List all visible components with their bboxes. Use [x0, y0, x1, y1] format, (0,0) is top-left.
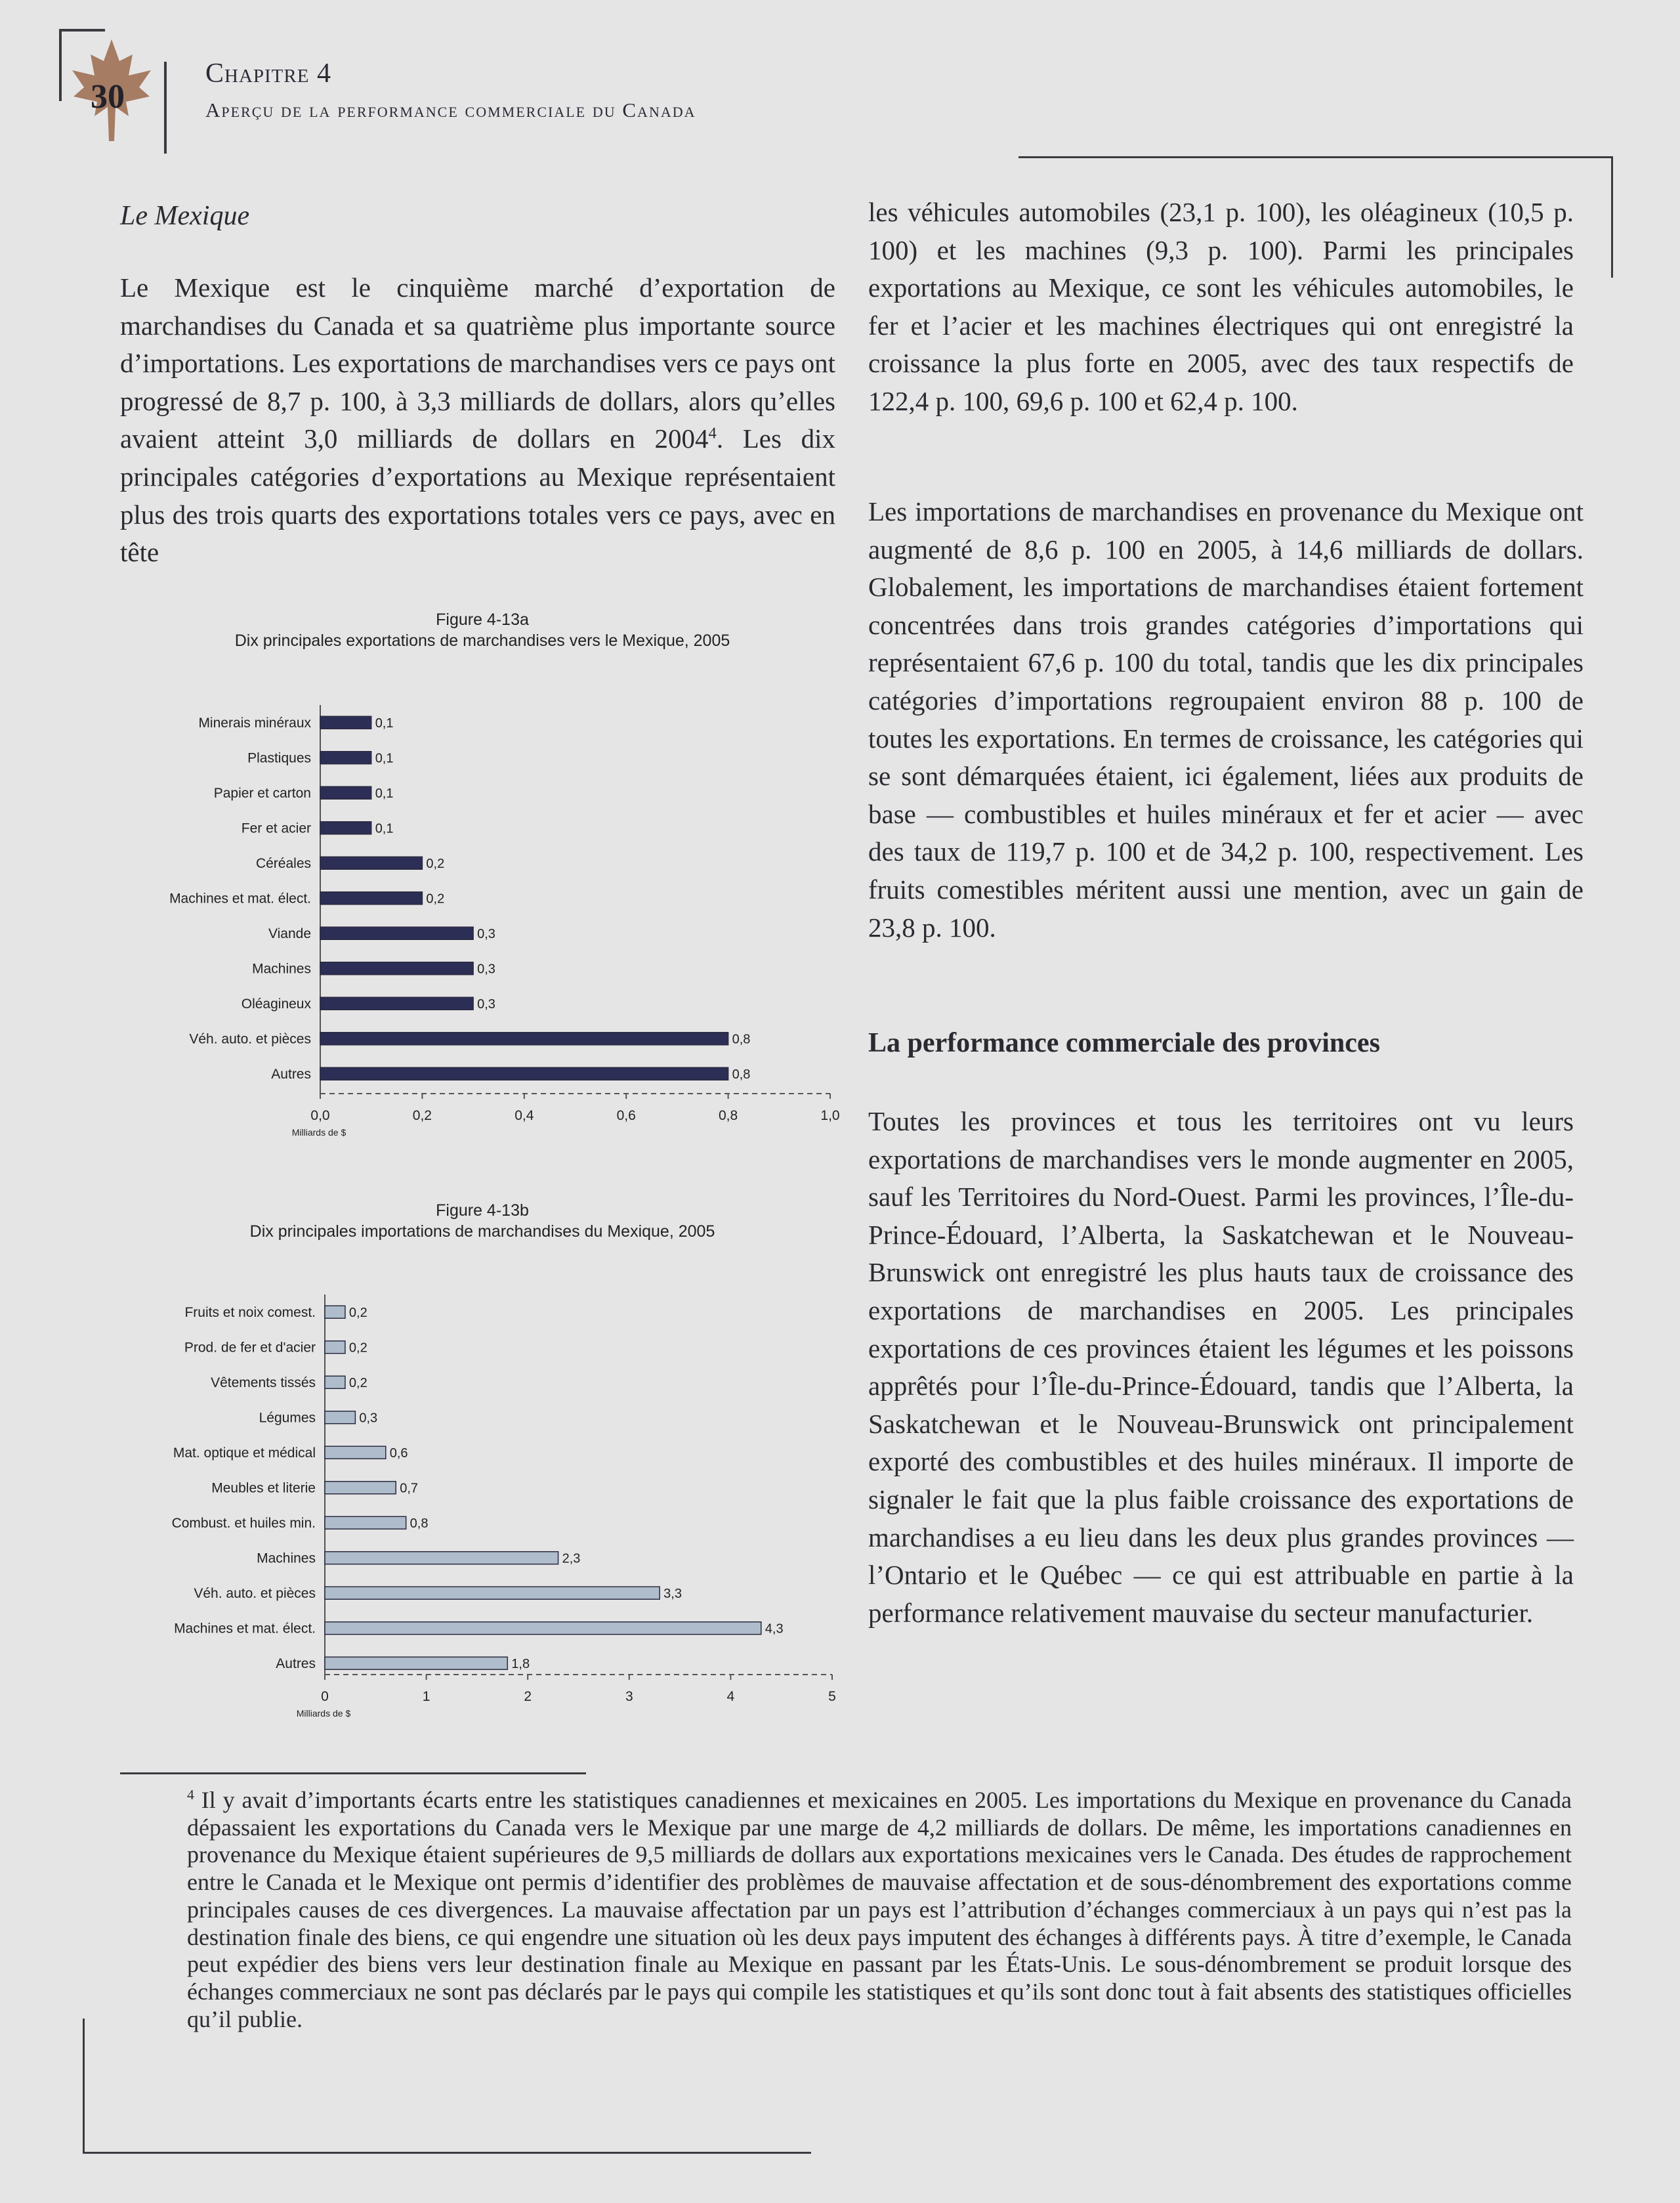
bar	[320, 857, 422, 869]
value-label: 0,2	[348, 1305, 368, 1320]
category-label: Meubles et literie	[211, 1480, 316, 1496]
category-label: Mat. optique et médical	[173, 1445, 316, 1461]
x-tick-label: 1	[422, 1689, 430, 1704]
paragraph-intro	[120, 269, 835, 572]
paragraph-imports: Les importations de marchandises en provenance du Mexique ont augmenté de 8,6 p. 100 en 2005, à 14,6 milliards de dollars. Globalement, les importations de marchandises étaient fortement concentrées dans trois grandes catégories d’importations qui représentaient 67,6 p. 100 du total, tandis que les dix principales catégories d’importations regroupaient environ 88 p. 100 de toutes les exportations. En termes de croissance, les catégories qui se sont démarquées étaient, ici également, liées aux produits de base — combustibles et huiles minéraux et fer et acier — avec des taux de 119,7 p. 100 et de 34,2 p. 100, respectivement. Les fruits comestibles méritent aussi une mention, avec un gain de 23,8 p. 100.	[868, 496, 1584, 943]
figure-a-title: Dix principales exportations de marchandises vers le Mexique, 2005	[234, 631, 730, 650]
paragraph-provinces: Toutes les provinces et tous les territoires ont vu leurs exportations de marchandises vers le monde augmenter en 2005, sauf les Territoires du Nord-Ouest. Parmi les provinces, l’Île-du-Prince-Édouard, l’Alberta, la Saskatchewan et le Nouveau-Brunswick ont enregistré les plus hauts taux de croissance des exportations de marchandises en 2005. Les principales exportations de ces provinces étaient les légumes et les poissons apprêtés pour l’Île-du-Prince-Édouard, tandis que l’Alberta, la Saskatchewan et le Nouveau-Brunswick ont principalement exporté des combustibles et des huiles minéraux. Il importe de signaler le fait que la plus faible croissance des exportations de marchandises a eu lieu dans les deux plus grandes provinces — l’Ontario et le Québec — ce qui est attribuable en partie à la performance relativement mauvaise du secteur manufacturier.	[868, 1106, 1574, 1628]
chapter-label: Chapitre 4	[205, 58, 331, 89]
category-label: Machines et mat. élect.	[169, 891, 311, 907]
bar	[320, 822, 371, 834]
value-label: 0,3	[477, 996, 495, 1012]
bar	[325, 1587, 660, 1599]
paragraph-exports-continued: les véhicules automobiles (23,1 p. 100), les oléagineux (10,5 p. 100) et les machines (9,3 p. 100). Parmi les principales exportations au Mexique, ce sont les véhicules automobiles, le fer et l’acier et les machines électriques qui ont enregistré la croissance la plus forte en 2005, avec des taux respectifs de 122,4 p. 100, 69,6 p. 100 et 62,4 p. 100.	[868, 197, 1574, 416]
category-label: Combust. et huiles min.	[171, 1515, 316, 1531]
category-label: Machines et mat. élect.	[174, 1621, 316, 1636]
category-label: Machines	[257, 1551, 316, 1566]
value-label: 0,2	[348, 1340, 368, 1356]
bar	[325, 1411, 355, 1424]
footnote-mark: 4	[187, 1787, 194, 1803]
footnote-separator	[120, 1772, 586, 1774]
x-tick-label: 5	[828, 1689, 836, 1704]
category-label: Véh. auto. et pièces	[194, 1585, 316, 1601]
category-label: Viande	[268, 926, 311, 941]
footnote-text: Il y avait d’importants écarts entre les statistiques canadiennes et mexicaines en 2005. Les importations du Mexique en provenance du Canada dépassaient les exportations du Canada vers le Mexique par une marge de 4,2 milliards de dollars. De même, les importations canadiennes en provenance du Mexique étaient supérieures de 9,5 milliards de dollars aux exportations mexicaines vers le Canada. Des études de rapprochement entre le Canada et le Mexique ont permis d’identifier des problèmes de mauvaise affectation et de sous-dénombrement des exportations comme principales causes de ces divergences. La mauvaise affectation par un pays est l’attribution d’échanges commerciaux à un pays qui n’est pas la destination finale des biens, ce qui engendre une situation où les deux pays imputent des échanges à différents pays. À titre d’exemple, le Canada peut expédier des biens vers leur destination finale au Mexique en passant par les États-Unis. Le sous-dénombrement se produit lorsque des échanges commerciaux ne sont pas déclarés par le pays qui compile les statistiques et qu’ils sont donc tout à fait absents des statistiques officielles qu’il publie.	[187, 1787, 1572, 2032]
x-axis-title: Milliards de $	[291, 1127, 346, 1138]
chart-imports-from-mexico	[0, 1287, 853, 1740]
bar	[320, 752, 371, 764]
x-tick-label: 0,4	[514, 1108, 534, 1123]
value-label: 0,6	[389, 1445, 408, 1461]
value-label: 0,3	[359, 1411, 378, 1426]
footnote	[187, 1787, 1572, 2033]
value-label: 4,3	[765, 1621, 784, 1636]
bar	[325, 1552, 558, 1564]
bar	[320, 1067, 728, 1080]
x-tick-label: 2	[524, 1689, 532, 1704]
section-title: Le Mexique	[120, 201, 250, 231]
x-tick-label: 3	[625, 1689, 633, 1704]
x-tick-label: 0	[321, 1689, 329, 1704]
bar	[325, 1622, 761, 1635]
bar	[320, 892, 422, 905]
value-label: 0,8	[410, 1516, 429, 1531]
value-label: 3,3	[663, 1586, 682, 1601]
category-label: Oléagineux	[241, 996, 311, 1012]
paragraph-intro-pre: Le Mexique est le cinquième marché d’exportation de marchandises du Canada et sa quatrième plus importante source d’importations. Les exportations de marchandises vers ce pays ont progressé de 8,7 p. 100, à 3,3 milliards de dollars, alors qu’elles avaient atteint 3,0 milliards de dollars en 2004	[120, 272, 835, 454]
value-label: 0,2	[426, 856, 445, 871]
value-label: 0,7	[400, 1481, 419, 1496]
bar	[320, 962, 473, 975]
bar	[320, 716, 371, 729]
x-tick-label: 1,0	[820, 1108, 840, 1123]
value-label: 0,1	[375, 821, 394, 836]
bar	[325, 1657, 507, 1669]
value-label: 0,2	[426, 891, 445, 907]
category-label: Autres	[276, 1656, 316, 1671]
category-label: Minerais minéraux	[198, 715, 311, 731]
bar	[325, 1482, 396, 1494]
chapter-subtitle: Aperçu de la performance commerciale du Canada	[205, 98, 696, 121]
value-label: 0,1	[375, 786, 394, 801]
category-label: Légumes	[259, 1410, 316, 1426]
bar	[325, 1341, 345, 1354]
value-label: 0,8	[732, 1067, 751, 1082]
category-label: Papier et carton	[213, 785, 311, 801]
footnote-frame-left	[83, 2019, 85, 2153]
x-tick-label: 0,0	[310, 1108, 330, 1123]
bar	[325, 1376, 345, 1388]
value-label: 0,8	[732, 1032, 751, 1047]
category-label: Fruits et noix comest.	[184, 1304, 316, 1320]
category-label: Plastiques	[247, 750, 311, 766]
bar	[320, 786, 371, 799]
figure-b-number: Figure 4-13b	[436, 1201, 529, 1220]
bar	[325, 1446, 386, 1459]
bar	[325, 1306, 345, 1318]
value-label: 0,2	[348, 1375, 368, 1390]
value-label: 1,8	[511, 1656, 530, 1671]
header-rule-right-vertical	[1611, 156, 1613, 278]
page-number: 30	[91, 78, 125, 116]
chart-exports-to-mexico	[0, 696, 853, 1149]
header-rule-short	[164, 62, 167, 154]
figure-b-title: Dix principales importations de marchandises du Mexique, 2005	[249, 1222, 715, 1241]
bar	[320, 997, 473, 1010]
category-label: Fer et acier	[241, 821, 311, 836]
bar	[325, 1516, 406, 1529]
header-frame-top	[59, 29, 105, 32]
paragraph-intro-post: . Les dix principales catégories d’exportations au Mexique représentaient plus des trois quarts des exportations totales vers ce pays, avec en tête	[120, 423, 835, 568]
category-label: Prod. de fer et d'acier	[184, 1340, 316, 1356]
value-label: 0,3	[477, 926, 495, 941]
footnote-ref: 4	[708, 424, 717, 442]
x-tick-label: 0,8	[718, 1108, 738, 1123]
bar	[320, 1033, 728, 1045]
figure-a-number: Figure 4-13a	[436, 610, 529, 629]
x-tick-label: 0,2	[412, 1108, 432, 1123]
header-rule-right	[1018, 156, 1612, 158]
footnote-frame-bottom	[83, 2152, 811, 2154]
category-label: Machines	[252, 961, 311, 977]
x-tick-label: 0,6	[616, 1108, 636, 1123]
value-label: 0,1	[375, 716, 394, 731]
category-label: Véh. auto. et pièces	[189, 1031, 311, 1047]
header-frame-left	[59, 29, 62, 101]
value-label: 0,1	[375, 751, 394, 766]
bar	[320, 927, 473, 939]
category-label: Autres	[271, 1066, 311, 1082]
x-tick-label: 4	[726, 1689, 735, 1704]
x-axis-title: Milliards de $	[296, 1708, 351, 1719]
provinces-heading: La performance commerciale des provinces	[868, 1028, 1380, 1058]
category-label: Céréales	[255, 855, 311, 871]
category-label: Vêtements tissés	[211, 1375, 316, 1390]
value-label: 2,3	[562, 1551, 581, 1566]
value-label: 0,3	[477, 962, 495, 977]
